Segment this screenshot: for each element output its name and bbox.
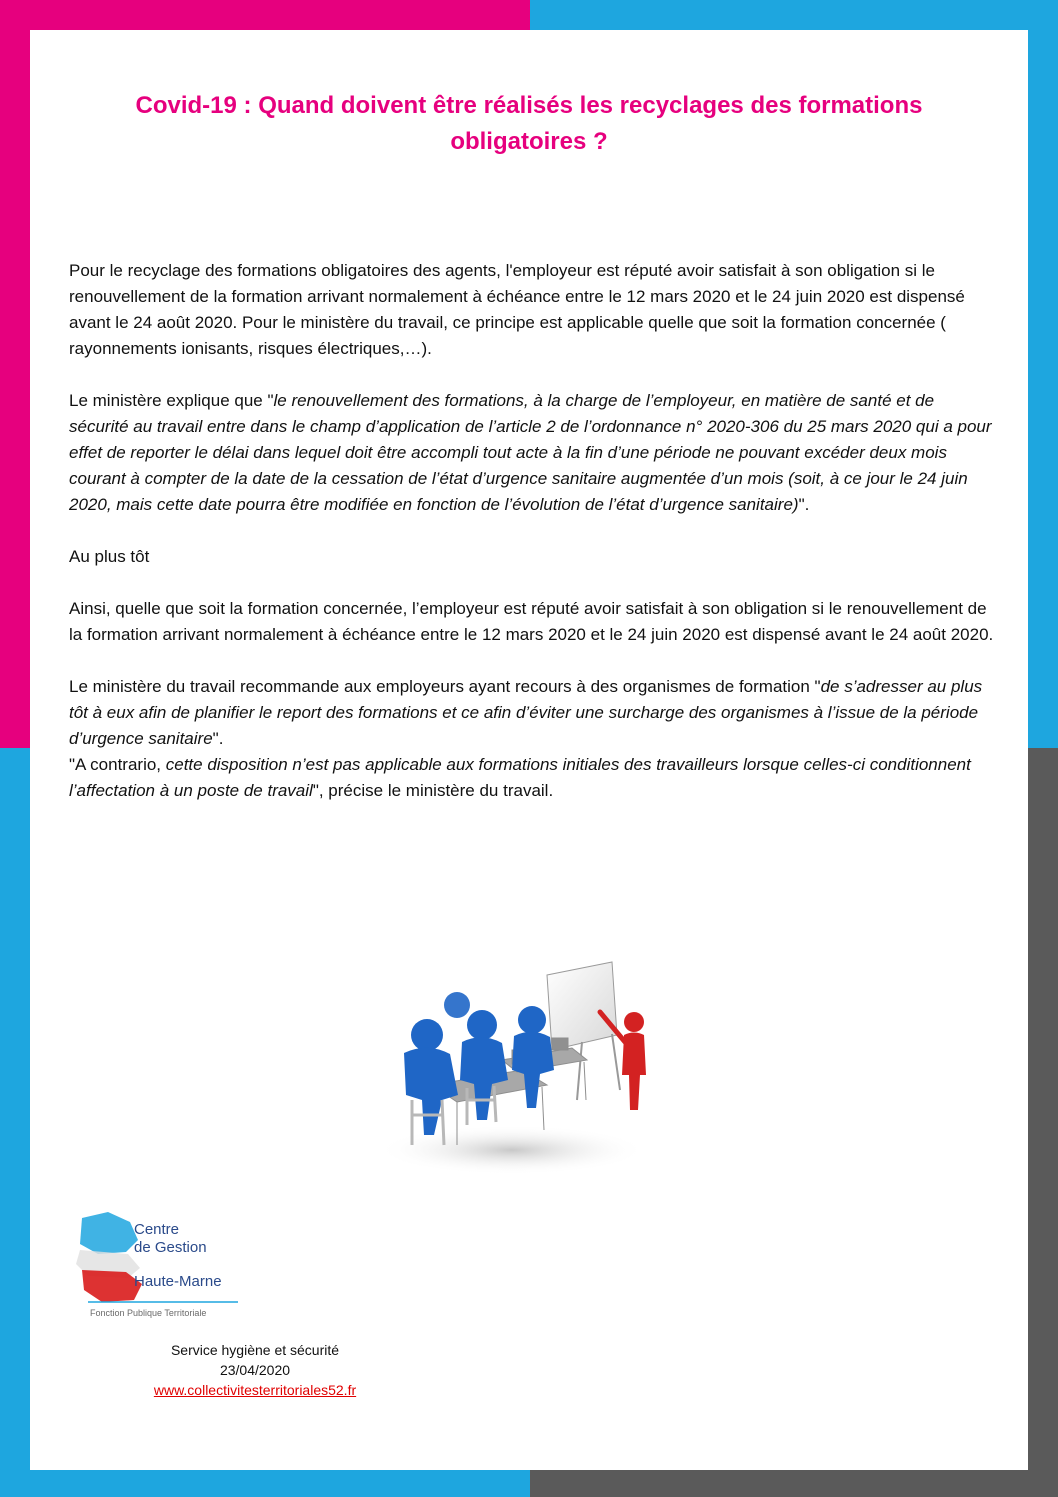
paragraph-ministry-lead: Le ministère explique que " xyxy=(69,391,274,410)
paragraph-contrario-lead: "A contrario, xyxy=(69,755,166,774)
article-body xyxy=(69,258,994,804)
paragraph-contrario-tail: ", précise le ministère du travail. xyxy=(312,781,554,800)
website-link[interactable]: www.collectivitesterritoriales52.fr xyxy=(153,1382,357,1398)
logo-line-2: de Gestion xyxy=(134,1239,207,1256)
paragraph-ministry-quote: le renouvellement des formations, à la charge de l’employeur, en matière de santé et de sécurité au travail entre dans le champ d’application de l’article 2 de l’ordonnance n° 2020-306 du 25 mars 2020 qui a pour effet de reporter le délai dans lequel doit être accompli tout acte à la fin d’une période ne pouvant excéder deux mois courant à compter de la date de la cessation de l’état d’urgence sanitaire augmentée d’un mois (soit, à ce jour le 24 juin 2020, mais cette date pourra être modifiée en fonction de l’évolution de l’état d’urgence sanitaire) xyxy=(69,391,992,514)
training-classroom-illustration xyxy=(372,950,672,1180)
paragraph-contrario xyxy=(69,752,994,804)
footer-date: 23/04/2020 xyxy=(219,1362,291,1378)
paragraph-summary: Ainsi, quelle que soit la formation concernée, l’employeur est réputé avoir satisfait à son obligation si le renouvellement de la formation arrivant normalement à échéance entre le 12 mars 2020 et le 24 juin 2020 est dispensé avant le 24 août 2020. xyxy=(69,599,994,644)
paragraph-intro: Pour le recyclage des formations obligatoires des agents, l'employeur est réputé avoir satisfait à son obligation si le renouvellement de la formation arrivant normalement à échéance entre le 12 mars 2020 et le 24 juin 2020 est dispensé avant le 24 août 2020. Pour le ministère du travail, ce principe est applicable quelle que soit la formation concernée ( rayonnements ionisants, risques électriques,…). xyxy=(69,261,965,358)
paragraph-recommendation-lead: Le ministère du travail recommande aux employeurs ayant recours à des organismes de formation " xyxy=(69,677,821,696)
page-title xyxy=(70,88,988,160)
paragraph-ministry-explanation xyxy=(69,388,994,518)
logo-line-1: Centre xyxy=(134,1221,180,1238)
document-sheet xyxy=(30,30,1028,1470)
centre-de-gestion-logo xyxy=(68,1210,248,1330)
whiteboard-icon xyxy=(547,962,620,1100)
logo-line-3: Haute-Marne xyxy=(134,1273,222,1290)
paragraph-ministry-tail: ". xyxy=(798,495,810,514)
paragraph-contrario-quote: cette disposition n’est pas applicable aux formations initiales des travailleurs lorsque celles-ci conditionnent l’affectation à un poste de travail xyxy=(69,755,971,800)
paragraph-recommendation-tail: ". xyxy=(212,729,224,748)
paragraph-subheading: Au plus tôt xyxy=(69,547,150,566)
footer xyxy=(90,1340,420,1400)
paragraph-recommendation-quote: de s’adresser au plus tôt à eux afin de planifier le report des formations et ce afin d’éviter une surcharge des organismes à l’issue de la période d’urgence sanitaire xyxy=(69,677,983,748)
logo-line-4: Fonction Publique Territoriale xyxy=(90,1308,207,1318)
haute-marne-map-logo-icon xyxy=(68,1210,248,1330)
title-line-2: obligatoires ? xyxy=(450,128,608,155)
title-line-1: Covid-19 : Quand doivent être réalisés les recyclages des formations xyxy=(135,92,923,119)
paragraph-recommendation xyxy=(69,674,994,752)
footer-service: Service hygiène et sécurité xyxy=(170,1342,340,1358)
